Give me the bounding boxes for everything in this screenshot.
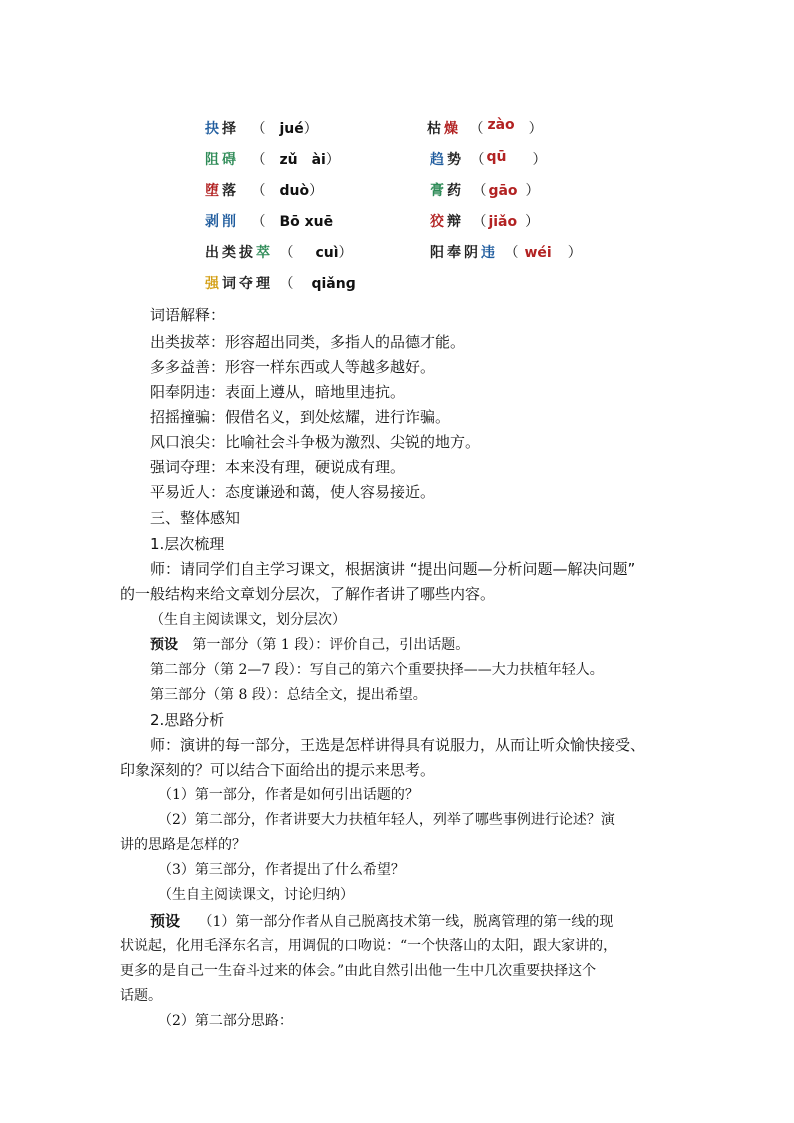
word-char: 燥 (444, 121, 461, 137)
pinyin-answer: duò (279, 183, 310, 199)
part-line: 第三部分（第 8 段）：总结全文，提出希望。 (150, 687, 427, 703)
close-paren: ） (309, 183, 324, 199)
vocab-item: 阳奉阴违：表面上遵从，暗地里违抗。 (150, 383, 406, 401)
section-heading: 三、整体感知 (150, 509, 241, 527)
close-paren: ） (525, 214, 540, 230)
pinyin-answer: qiǎnɡ (311, 276, 356, 292)
word-char: 辩 (447, 214, 464, 230)
question-line: （2）第二部分，作者讲要大力扶植年轻人，列举了哪些事例进行论述？演 (158, 812, 615, 828)
word-char: 膏 (430, 183, 447, 199)
close-paren: ） (303, 121, 318, 137)
pinyin-answer: gāo (488, 183, 518, 199)
word-prefix: 出类拔 (205, 245, 256, 261)
close-paren: ） (338, 245, 353, 261)
open-paren: （ (504, 245, 519, 261)
word-prefix: 阳奉阴 (430, 245, 481, 261)
vocab-item: 风口浪尖：比喻社会斗争极为激烈、尖锐的地方。 (150, 433, 481, 451)
pinyin-item-jiaobian (430, 211, 539, 231)
vocab-item: 出类拔萃：形容超出同类，多指人的品德才能。 (150, 333, 466, 351)
student-note: （生自主阅读课文，划分层次） (150, 612, 346, 628)
word-char: 狡 (430, 214, 447, 230)
open-paren: （ (251, 214, 266, 230)
pinyin-item-qiangcioduoli (205, 273, 356, 293)
pinyin-item-jueze (205, 118, 318, 138)
word-char: 择 (222, 121, 239, 137)
word-char: 萃 (256, 245, 273, 261)
pinyin-answer: Bō xuē (279, 214, 334, 230)
question-line: 讲的思路是怎样的？ (120, 837, 246, 853)
pinyin-item-chuleibacui (205, 242, 353, 262)
preset-label: 预设 (150, 912, 181, 930)
paragraph-line: 的一般结构来给文章划分层次，了解作者讲了哪些内容。 (120, 585, 496, 603)
subheading: 1.层次梳理 (150, 535, 225, 553)
preset-line (150, 910, 613, 931)
pinyin-item-boxue (205, 211, 333, 231)
close-paren: ） (567, 245, 582, 261)
word-char: 抉 (205, 121, 222, 137)
vocab-item: 强词夺理：本来没有理，硬说成有理。 (150, 458, 406, 476)
pinyin-item-kuzao (427, 118, 543, 138)
answer-line: 更多的是自己一生奋斗过来的体会。”由此自然引出他一生中几次重要抉择这个 (120, 963, 597, 979)
word-char: 阻 (205, 152, 222, 168)
open-paren: （ (251, 152, 266, 168)
pinyin-item-duoluo (205, 180, 323, 200)
word-char: 违 (481, 245, 498, 261)
pinyin-item-qushi (430, 149, 546, 169)
answer-line: 话题。 (120, 988, 162, 1004)
pinyin-answer: zào (487, 117, 515, 133)
open-paren: （ (279, 276, 294, 292)
word-char: 药 (447, 183, 464, 199)
word-char: 剥 (205, 214, 222, 230)
preset-line (150, 634, 469, 654)
close-paren: ） (532, 152, 547, 168)
pinyin-answer: qū (486, 149, 507, 165)
preset-label: 预设 (150, 637, 178, 653)
vocab-heading: 词语解释： (150, 306, 226, 324)
pinyin-answer: cuì (315, 245, 339, 261)
paragraph-line: 师：演讲的每一部分，王选是怎样讲得具有说服力，从而让听众愉快接受、 (150, 736, 646, 754)
close-paren: ） (525, 183, 540, 199)
open-paren: （ (279, 245, 294, 261)
word-suffix: 词夺理 (222, 276, 273, 292)
answer-line: （2）第二部分思路： (158, 1013, 293, 1029)
word-char: 削 (222, 214, 239, 230)
word-char: 枯 (427, 121, 444, 137)
word-char: 趋 (430, 152, 447, 168)
open-paren: （ (470, 152, 485, 168)
word-char: 堕 (205, 183, 222, 199)
pinyin-answer: wéi (524, 245, 552, 261)
preset-text: 第一部分（第 1 段）：评价自己，引出话题。 (192, 637, 470, 653)
word-char: 落 (222, 183, 239, 199)
paragraph-line: 师：请同学们自主学习课文，根据演讲 “提出问题—分析问题—解决问题” (150, 560, 636, 578)
vocab-item: 多多益善：形容一样东西或人等越多越好。 (150, 358, 436, 376)
open-paren: （ (472, 214, 487, 230)
vocab-item: 平易近人：态度谦逊和蔼，使人容易接近。 (150, 483, 436, 501)
open-paren: （ (251, 183, 266, 199)
answer-line: 状说起，化用毛泽东名言，用调侃的口吻说：“一个快落山的太阳，跟大家讲的， (120, 938, 618, 954)
pinyin-item-yangfengyinwei (430, 242, 582, 262)
close-paren: ） (528, 121, 543, 137)
paragraph-line: 印象深刻的？可以结合下面给出的提示来思考。 (120, 761, 436, 779)
open-paren: （ (469, 121, 484, 137)
student-note: （生自主阅读课文，讨论归纳） (158, 887, 354, 903)
question-line: （3）第三部分，作者提出了什么希望？ (158, 862, 405, 878)
word-char: 强 (205, 276, 222, 292)
pinyin-answer: jué (279, 121, 304, 137)
word-char: 碍 (222, 152, 239, 168)
pinyin-item-zuai (205, 149, 340, 169)
preset-text: （1）第一部分作者从自己脱离技术第一线，脱离管理的第一线的现 (198, 914, 614, 930)
question-line: （1）第一部分，作者是如何引出话题的？ (158, 787, 419, 803)
open-paren: （ (251, 121, 266, 137)
pinyin-answer: jiǎo (488, 214, 518, 230)
word-char: 势 (447, 152, 464, 168)
part-line: 第二部分（第 2—7 段）：写自己的第六个重要抉择——大力扶植年轻人。 (150, 662, 604, 678)
subheading: 2.思路分析 (150, 711, 225, 729)
vocab-item: 招摇撞骗：假借名义，到处炫耀，进行诈骗。 (150, 408, 451, 426)
pinyin-item-gaoyao (430, 180, 540, 200)
close-paren: ） (325, 152, 340, 168)
pinyin-answer: zǔ ài (279, 152, 326, 168)
open-paren: （ (472, 183, 487, 199)
